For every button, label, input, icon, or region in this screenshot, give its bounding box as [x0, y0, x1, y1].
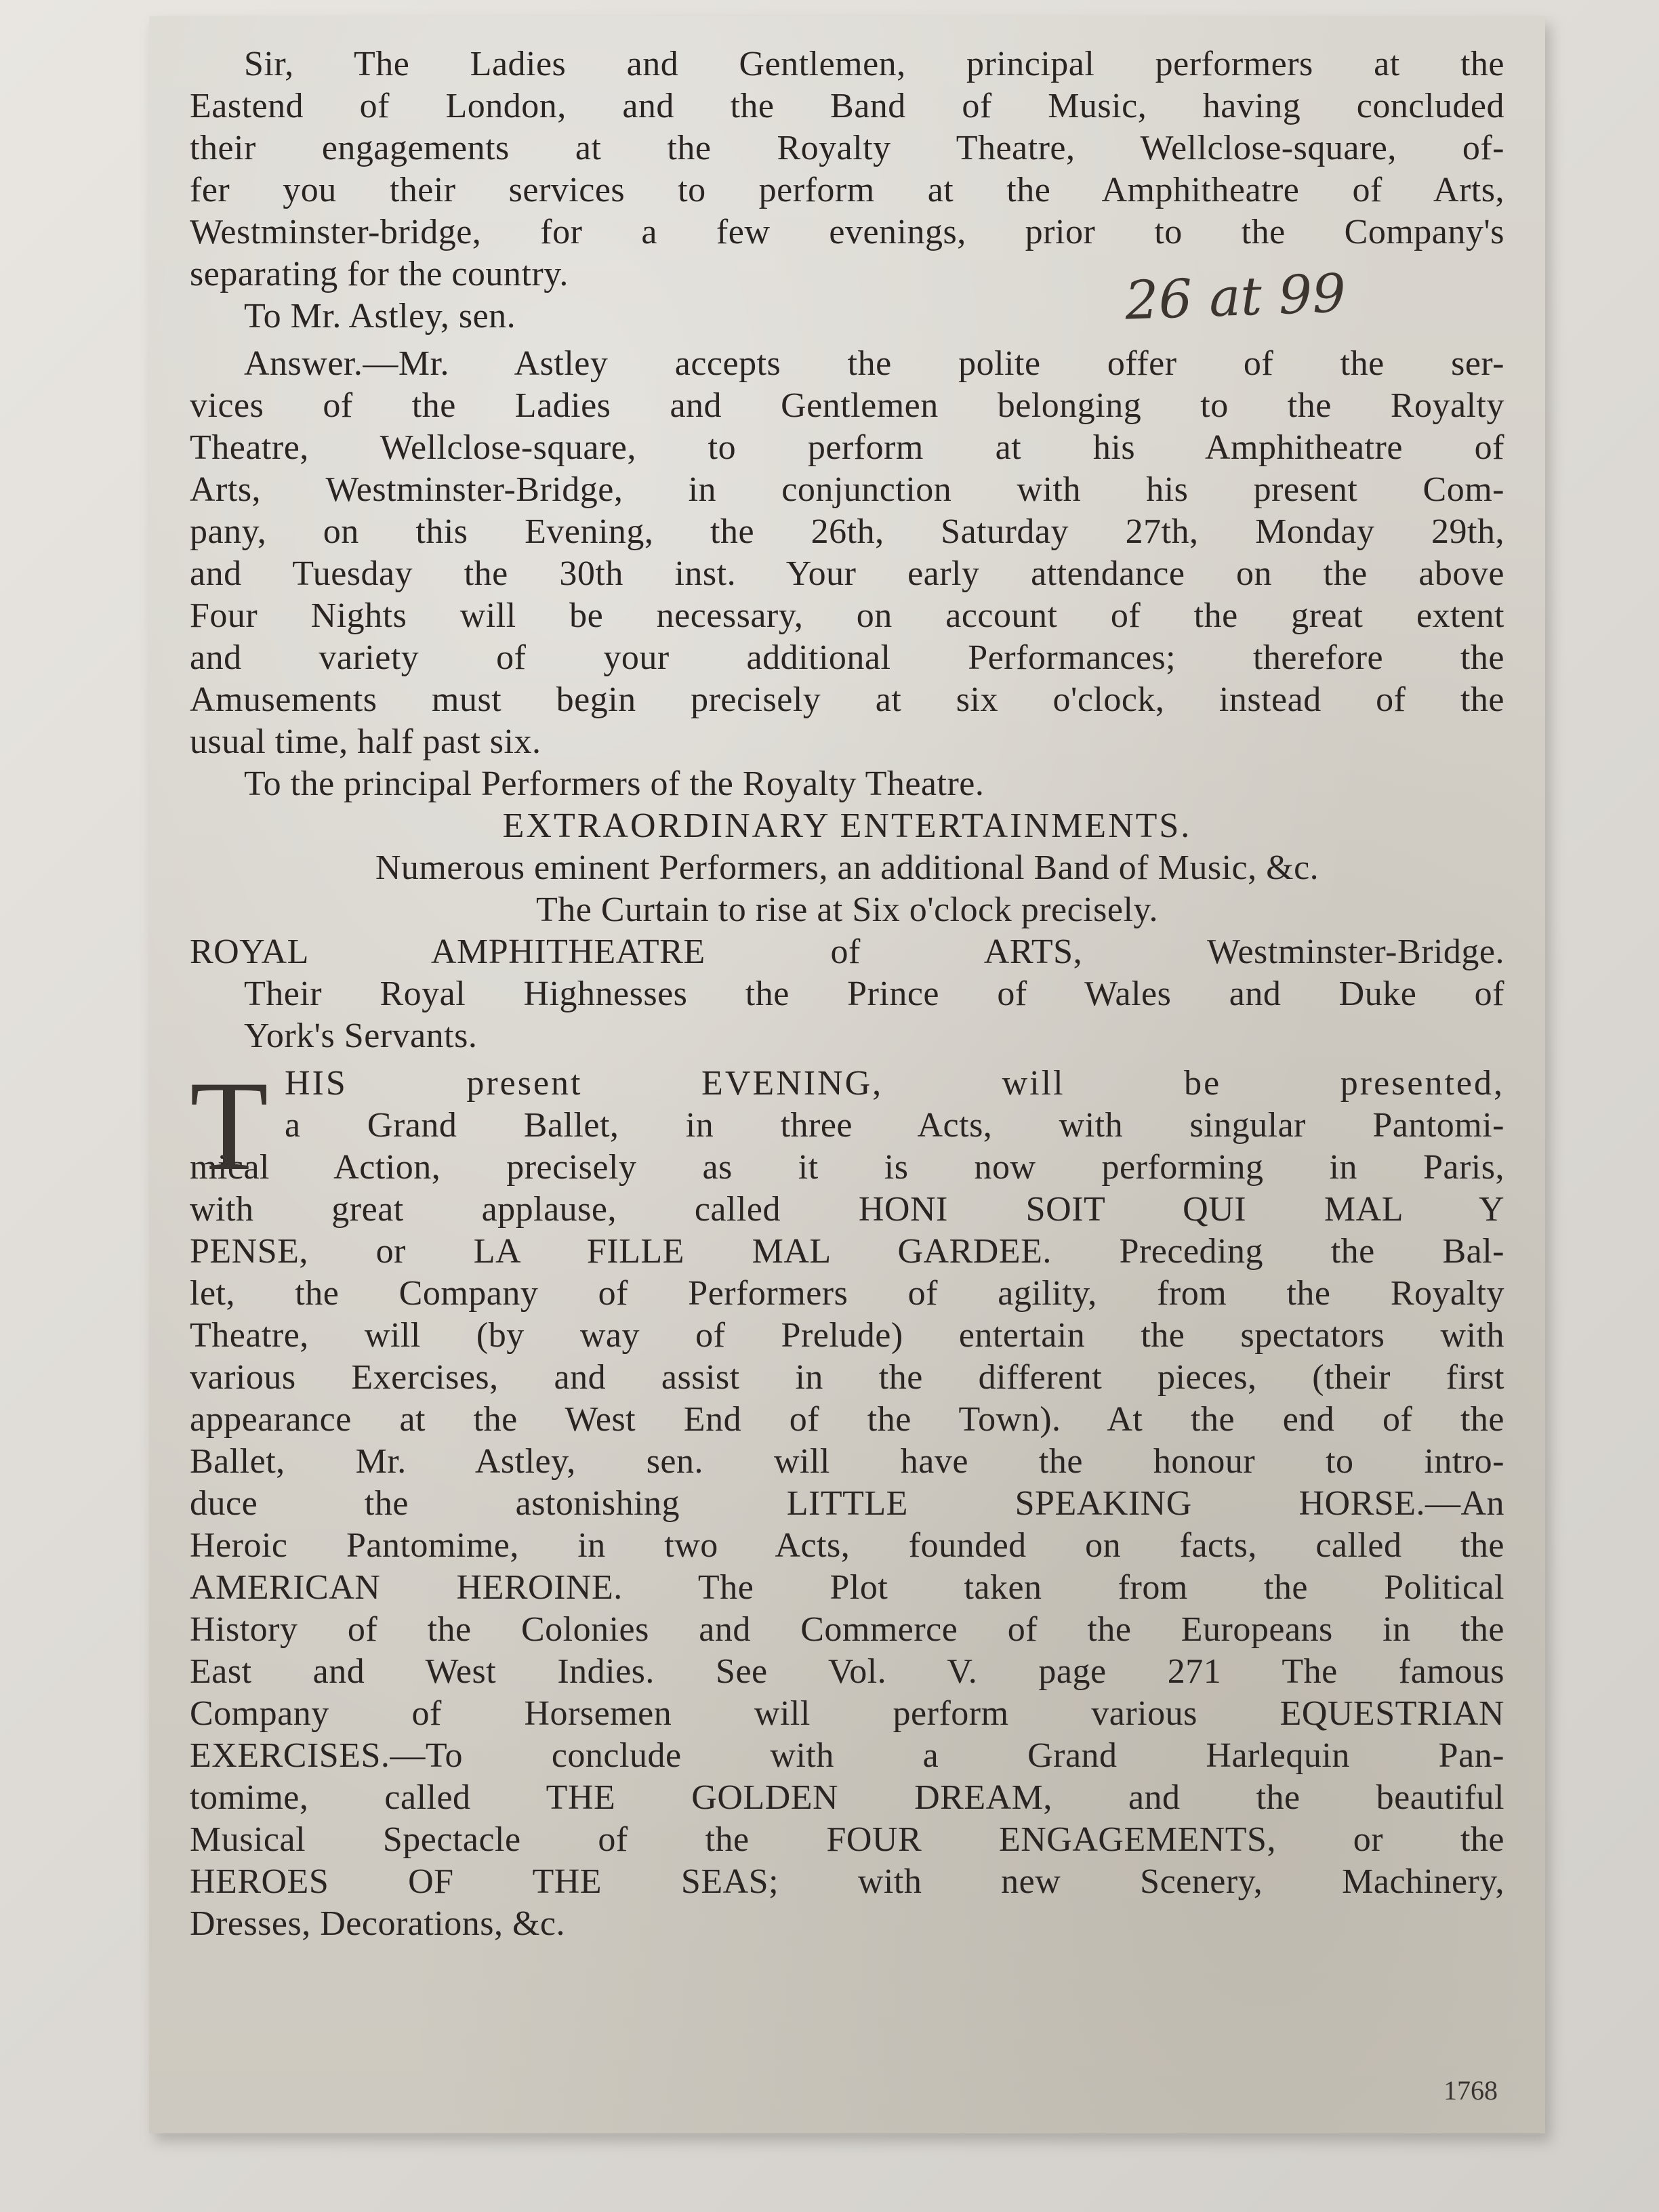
- program-line: mical Action, precisely as it is now performing in Paris,: [190, 1148, 1504, 1187]
- reference-number: 1768: [1443, 2075, 1498, 2106]
- headings-section: [190, 805, 1504, 1057]
- letter-line: fer you their services to perform at the Amphitheatre of Arts,: [190, 171, 1504, 209]
- program-line: Heroic Pantomime, in two Acts, founded on facts, called the: [190, 1526, 1504, 1565]
- program-line: EXERCISES.—To conclude with a Grand Harlequin Pan-: [190, 1736, 1504, 1775]
- answer-line: Arts, Westminster-Bridge, in conjunction with his present Com-: [190, 470, 1504, 509]
- letter-line: Eastend of London, and the Band of Music, having concluded: [190, 87, 1504, 125]
- program-line: a Grand Ballet, in three Acts, with singular Pantomi-: [285, 1106, 1504, 1145]
- extraordinary-heading: EXTRAORDINARY ENTERTAINMENTS.: [502, 806, 1192, 845]
- answer-line: Theatre, Wellclose-square, to perform at his Amphitheatre of: [190, 428, 1504, 467]
- program-last-line: Dresses, Decorations, &c.: [190, 1904, 566, 1943]
- answer-addressee: To the principal Performers of the Royalty Theatre.: [244, 764, 985, 803]
- program-line: AMERICAN HEROINE. The Plot taken from the Political: [190, 1568, 1504, 1607]
- answer-section: [190, 343, 1504, 805]
- newspaper-clipping: [149, 16, 1545, 2133]
- program-line: Company of Horsemen will perform various EQUESTRIAN: [190, 1694, 1504, 1733]
- answer-line: and variety of your additional Performances; therefore the: [190, 638, 1504, 677]
- handwritten-date: 26 at 99: [1124, 263, 1347, 332]
- program-section: [190, 1055, 1504, 1945]
- venue-heading: ROYAL AMPHITHEATRE of ARTS, Westminster-Bridge.: [190, 933, 1504, 971]
- numerous-performers-line: Numerous eminent Performers, an additional Band of Music, &c.: [375, 848, 1319, 887]
- program-line: appearance at the West End of the Town). At the end of the: [190, 1400, 1504, 1439]
- program-line: PENSE, or LA FILLE MAL GARDEE. Preceding the Bal-: [190, 1232, 1504, 1271]
- curtain-line: The Curtain to rise at Six o'clock precisely.: [535, 890, 1159, 929]
- program-line: Theatre, will (by way of Prelude) entertain the spectators with: [190, 1316, 1504, 1355]
- program-line: with great applause, called HONI SOIT QUI MAL Y: [190, 1190, 1504, 1229]
- answer-line: pany, on this Evening, the 26th, Saturday 27th, Monday 29th,: [190, 512, 1504, 551]
- letter-addressee: To Mr. Astley, sen.: [244, 297, 516, 335]
- program-line: HIS present EVENING, will be presented,: [285, 1064, 1504, 1103]
- program-line: Ballet, Mr. Astley, sen. will have the honour to intro-: [190, 1442, 1504, 1481]
- program-line: various Exercises, and assist in the different pieces, (their first: [190, 1358, 1504, 1397]
- answer-line: and Tuesday the 30th inst. Your early attendance on the above: [190, 554, 1504, 593]
- program-line: HEROES OF THE SEAS; with new Scenery, Machinery,: [190, 1862, 1504, 1901]
- answer-line: vices of the Ladies and Gentlemen belonging to the Royalty: [190, 386, 1504, 425]
- program-line: East and West Indies. See Vol. V. page 271 The famous: [190, 1652, 1504, 1691]
- answer-line: usual time, half past six.: [190, 722, 541, 761]
- letter-line: separating for the country.: [190, 255, 569, 293]
- program-line: History of the Colonies and Commerce of the Europeans in the: [190, 1610, 1504, 1649]
- program-line: let, the Company of Performers of agility, from the Royalty: [190, 1274, 1504, 1313]
- letter-line: Westminster-bridge, for a few evenings, prior to the Company's: [190, 213, 1504, 251]
- program-line: duce the astonishing LITTLE SPEAKING HORSE.—An: [190, 1484, 1504, 1523]
- program-line: Musical Spectacle of the FOUR ENGAGEMENTS, or the: [190, 1820, 1504, 1859]
- answer-line: Answer.—Mr. Astley accepts the polite offer of the ser-: [244, 344, 1504, 383]
- letter-line: their engagements at the Royalty Theatre, Wellclose-square, of-: [190, 129, 1504, 167]
- royal-line: York's Servants.: [244, 1017, 478, 1055]
- answer-line: Four Nights will be necessary, on account of the great extent: [190, 596, 1504, 635]
- program-line: tomime, called THE GOLDEN DREAM, and the beautiful: [190, 1778, 1504, 1817]
- drop-cap: T: [190, 1055, 269, 1197]
- letter-line: Sir, The Ladies and Gentlemen, principal performers at the: [244, 45, 1504, 83]
- answer-line: Amusements must begin precisely at six o'clock, instead of the: [190, 680, 1504, 719]
- royal-line: Their Royal Highnesses the Prince of Wales and Duke of: [244, 975, 1504, 1013]
